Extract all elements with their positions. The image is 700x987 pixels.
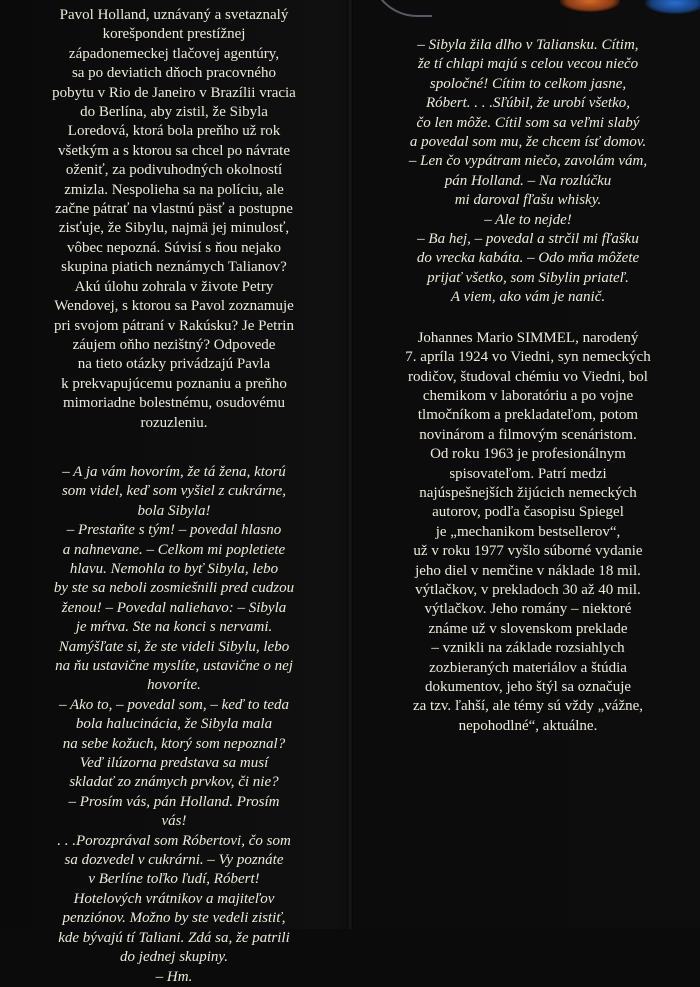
text-line: hovoríte.	[147, 677, 201, 694]
book-synopsis	[8, 6, 340, 433]
text-line: Hotelových vrátnikov a majiteľov	[73, 890, 275, 907]
text-line: sa dozvedel v cukrárni. – Vy poznáte	[64, 852, 284, 869]
text-line: k prekvapujúcemu poznaniu a preňho	[61, 375, 287, 392]
text-line: výtlačkov, v prekladoch 30 až 40 mil.	[415, 581, 641, 598]
text-line: do jednej skupiny.	[120, 949, 228, 966]
text-line: – Sibyla žila dlho v Taliansku. Cítim,	[417, 37, 639, 53]
text-line: Veď ilúzorna predstava sa musí	[79, 755, 269, 772]
text-line: som videl, keď som vyšiel z cukrárne,	[61, 483, 287, 500]
text-line: skladať zo známych prvkov, či nie?	[69, 774, 279, 791]
text-line: je mŕtva. Ste na konci s nervami.	[75, 619, 273, 636]
text-line: záujem oňho nezištný? Odpovede	[72, 336, 276, 353]
text-line: rozuzleniu.	[140, 414, 208, 431]
text-line: je „mechanikom bestsellerov“,	[435, 523, 621, 540]
artwork-swoosh	[370, 0, 432, 17]
text-line: čo len môže. Cítil som sa veľmi slabý	[416, 114, 640, 131]
text-line: . . .Porozprával som Róbertovi, čo som	[57, 832, 291, 849]
text-line: na ňu ustavične myslíte, ustavične o nej	[55, 658, 293, 674]
text-line: bola Sibyla!	[137, 502, 211, 519]
left-column	[8, 6, 340, 987]
text-line: vás!	[161, 813, 187, 830]
text-line: sa po deviatich dňoch pracovného	[71, 65, 277, 82]
text-line: novinárom a filmovým scenáristom.	[419, 426, 637, 443]
text-line: – Hm.	[155, 968, 193, 985]
text-line: chemikom v laboratóriu a po vojne	[422, 387, 634, 404]
text-line: 7. apríla 1924 vo Viedni, syn nemeckých	[405, 349, 651, 366]
right-column	[358, 36, 698, 736]
text-line: – Ba hej, – povedal a strčil mi fľašku	[417, 231, 639, 248]
text-line: už v roku 1977 vyšlo súborné vydanie	[413, 543, 643, 560]
text-line: spisovateľom. Patrí medzi	[449, 465, 607, 482]
text-line: oženiť, za podivuhodných okolností	[65, 162, 283, 179]
text-line: známe už v slovenskom preklade	[428, 620, 628, 637]
text-line: Namýšľate si, že ste videli Sibylu, lebo	[58, 638, 290, 655]
text-line: rodičov, študoval chémiu vo Viedni, bol	[408, 368, 648, 385]
text-line: korešpondent prestížnej	[102, 26, 246, 43]
text-line: – A ja vám hovorím, že tá žena, ktorú	[62, 463, 286, 480]
text-line: všetkým a s ktorou sa chcel po návrate	[57, 142, 290, 159]
text-line: vôbec nepozná. Súvisí s ňou nejako	[66, 239, 282, 256]
page-fold	[347, 0, 353, 929]
text-line: – vznikli na základe rozsiahlych	[431, 640, 625, 657]
text-line: – Prosím vás, pán Holland. Prosím	[68, 793, 280, 810]
text-line: dokumentov, jeho štýl sa označuje	[424, 679, 632, 695]
text-line: začne pátrať na vlastnú päsť a postupne	[55, 201, 293, 218]
text-line: na tieto otázky privádzajú Pavla	[77, 356, 271, 373]
text-line: Wendovej, s ktorou sa Pavol zoznamuje	[54, 298, 294, 315]
book-excerpt-part-2	[358, 36, 698, 308]
text-line: do vrecka kabáta. – Odo mňa môžete	[416, 250, 640, 267]
text-line: mi daroval fľašu whisky.	[454, 192, 602, 209]
text-line: ženou! – Povedal naliehavo: – Sibyla	[61, 599, 287, 616]
text-line: – Ale to nejde!	[484, 211, 572, 228]
text-line: pán Holland. – Na rozlúčku	[444, 172, 612, 189]
text-line: tlmočníkom a prekladateľom, potom	[417, 407, 639, 424]
book-excerpt-part-1	[8, 463, 340, 987]
text-line: jeho diel v nemčine v náklade 18 mil.	[415, 562, 641, 579]
text-line: západonemeckej tlačovej agentúry,	[68, 45, 280, 62]
text-line: výtlačkov. Jeho romány – niektoré	[424, 601, 632, 618]
artwork-orange-glow	[560, 0, 620, 12]
text-line: najúspešnejších žijúcich nemeckých	[419, 484, 637, 501]
text-line: Pavol Holland, uznávaný a svetaznalý	[59, 7, 289, 23]
text-line: prijať všetko, som Sibylin priateľ.	[427, 269, 629, 286]
text-line: by ste sa neboli zosmiešnili pred cudzou	[53, 580, 295, 597]
text-line: a nahnevane. – Celkom mi popletiete	[62, 541, 286, 558]
text-line: za tzv. ľahší, ale témy sú vždy „vážne,	[412, 698, 644, 715]
text-line: bola halucinácia, že Sibyla mala	[75, 716, 273, 733]
author-biography	[358, 329, 698, 737]
text-line: penziónov. Možno by ste vedeli zistiť,	[62, 910, 286, 927]
text-line: pri svojom pátraní v Rakúsku? Je Petrin	[54, 317, 294, 334]
text-line: v Berlíne toľko ľudí, Róbert!	[88, 871, 260, 888]
text-line: zmizla. Nespolieha sa na políciu, ale	[64, 181, 284, 198]
text-line: Johannes Mario SIMMEL, narodený	[417, 329, 639, 346]
artwork-blue-glow	[645, 0, 700, 14]
text-line: Róbert. . . .Sľúbil, že urobí všetko,	[425, 95, 631, 112]
text-line: – Ako to, – povedal som, – keď to teda	[58, 696, 290, 713]
text-line: Od roku 1963 je profesionálnym	[430, 446, 626, 463]
text-line: mimoriadne bolestnému, osudovému	[62, 395, 286, 412]
text-line: nepohodlné“, aktuálne.	[458, 717, 598, 734]
cover-artwork-fragment	[360, 0, 700, 26]
text-line: zozbieraných materiálov a štúdia	[429, 659, 627, 676]
text-line: pobytu v Rio de Janeiro v Brazílii vracia	[52, 84, 296, 101]
text-line: A viem, ako vám je nanič.	[450, 289, 606, 306]
text-line: zisťuje, že Sibylu, najmä jej minulosť,	[58, 220, 290, 237]
text-line: Akú úlohu zohrala v živote Petry	[74, 278, 274, 295]
text-line: spoločné! Cítim to celkom jasne,	[429, 75, 627, 92]
text-line: – Len čo vypátram niečo, zavolám vám,	[408, 153, 648, 170]
text-line: – Prestaňte s tým! – povedal hlasno	[66, 522, 282, 539]
text-line: na sebe kožuch, ktorý som nepoznal?	[62, 735, 286, 752]
text-line: autorov, podľa časopisu Spiegel	[432, 504, 624, 521]
text-line: skupina piatich neznámych Talianov?	[61, 259, 287, 276]
text-line: a povedal som mu, že chcem ísť domov.	[409, 134, 647, 151]
text-line: že tí chlapi majú s celou vecou niečo	[417, 56, 639, 73]
text-line: do Berlína, aby zistil, že Sibyla	[80, 104, 268, 121]
text-line: hlavu. Nemohla to byť Sibyla, lebo	[69, 560, 279, 577]
text-line: kde bývajú tí Taliani. Zdá sa, že patrili	[58, 929, 290, 946]
text-line: Loredová, ktorá bola preňho už rok	[67, 123, 281, 140]
